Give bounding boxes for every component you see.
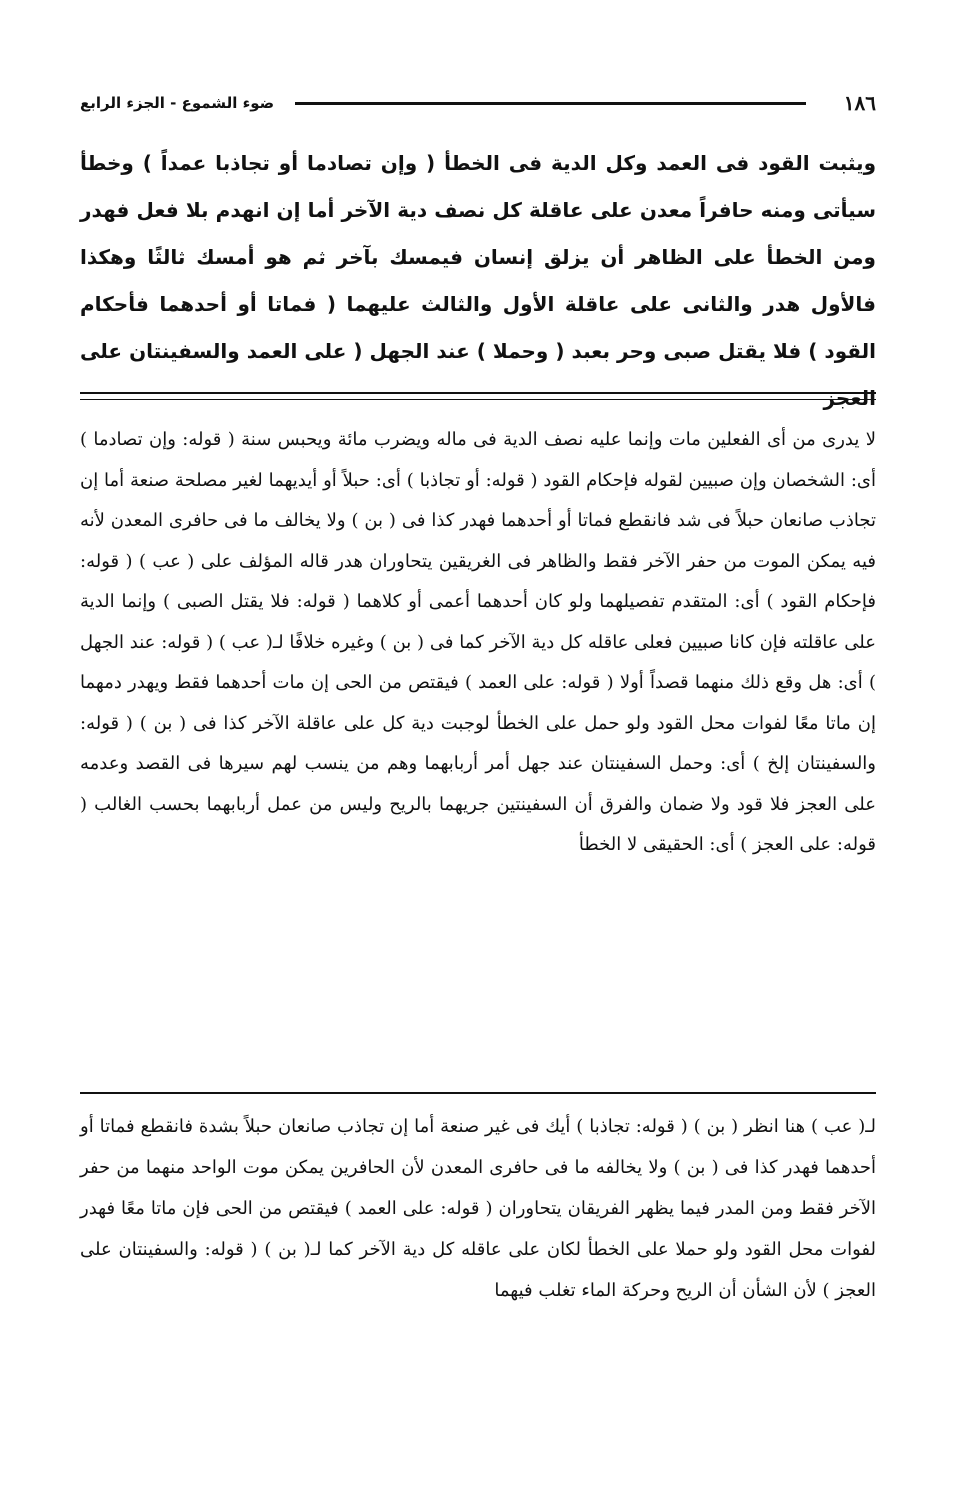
main-text-block: [80, 140, 876, 422]
footnote-block: [80, 1106, 876, 1311]
main-commentary-divider: [80, 392, 876, 400]
page-header: [80, 88, 876, 124]
header-rule: [295, 102, 806, 105]
running-title: ضوء الشموع - الجزء الرابع: [80, 94, 275, 112]
commentary-text: لا يدرى من أى الفعلين مات وإنما عليه نصف الدية فى ماله ويضرب مائة ويحبس سنة ( قوله: وإن تصادما ) أى: الشخصان وإن صبيين لقوله فإحكام القود ( قوله: أو تجاذبا ) أى: حبلاً أو أيديهما لغير مصلحة صنعة أما إن تجاذب صانعان حبلاً فى شد فانقطع فماتا أو أحدهما فهدر كذا فى ( بن ) ولا يخالف ما فى حافرى المعدن لأنه فيه يمكن الموت من حفر الآخر فقط والظاهر فى الغريقين يتحاوران هدر قاله المؤلف على ( عب ) ( قوله: فإحكام القود ) أى: المتقدم تفصيلهما ولو كان أحدهما أعمى أو كلاهما ( قوله: فلا يقتل الصبى ) وإنما الدية على عاقلته فإن كانا صبيين فعلى عاقله كل دية الآخر كما فى ( بن ) وغيره خلافًا لـ( عب ) ( قوله: عند الجهل ) أى: هل وقع ذلك منهما قصداً أولا ( قوله: على العمد ) فيقتص من الحى إن مات أحدهما فقط ويهدر دمهما إن ماتا معًا لفوات محل القود ولو حمل على الخطأ لوجبت دية كل على عاقلة الآخر كذا فى ( بن ) ( قوله: والسفينتان إلخ ) أى: وحمل السفينتان عند جهل أمر أربابهما وهم من ينسب لهم سيرها فى القصد وعدمه على العجز فلا قود ولا ضمان والفرق أن السفينتين جريهما بالريح وليس من عمل أربابهما بحسب الغالب ( قوله: على العجز ) أى: الحقيقى لا الخطأ: [80, 429, 876, 855]
footnote-text: لـ( عب ) هنا انظر ( بن ) ( قوله: تجاذبا ) أيك فى غير صنعة أما إن تجاذب صانعان حبلاً بشدة فانقطع فماتا أو أحدهما فهدر كذا فى ( بن ) ولا يخالفه ما فى حافرى المعدن لأن الحافرين يمكن موت الواحد منهما من حفر الآخر فقط ومن المدر فيما يظهر الفريقان يتحاوران ( قوله: على العمد ) فيقتص من الحى فإن ماتا معًا فهدر لفوات محل القود ولو حملا على الخطأ لكان على عاقله كل دية الآخر كما لـ( بن ) ( قوله: والسفينتان على العجز ) لأن الشأن أن الريح وحركة الماء تغلب فيهما: [80, 1116, 877, 1301]
footnote-divider: [80, 1092, 876, 1094]
main-text: ويثبت القود فى العمد وكل الدية فى الخطأ ( وإن تصادما أو تجاذبا عمداً ) وخطأ سيأتى ومنه حافراً معدن على عاقلة كل نصف دية الآخر أما إن انهدم بلا فعل فهدر ومن الخطأ على الظاهر أن يزلق إنسان فيمسك بآخر ثم هو أمسك ثالثًا وهكذا فالأول هدر والثانى على عاقلة الأول والثالث عليهما ( فماتا أو أحدهما فأحكام القود ) فلا يقتل صبى وحر بعبد ( وحملا ) عند الجهل ( على العمد والسفينتان على العجز: [80, 151, 876, 410]
page-number: ١٨٦: [843, 91, 876, 115]
commentary-block: [80, 420, 876, 866]
